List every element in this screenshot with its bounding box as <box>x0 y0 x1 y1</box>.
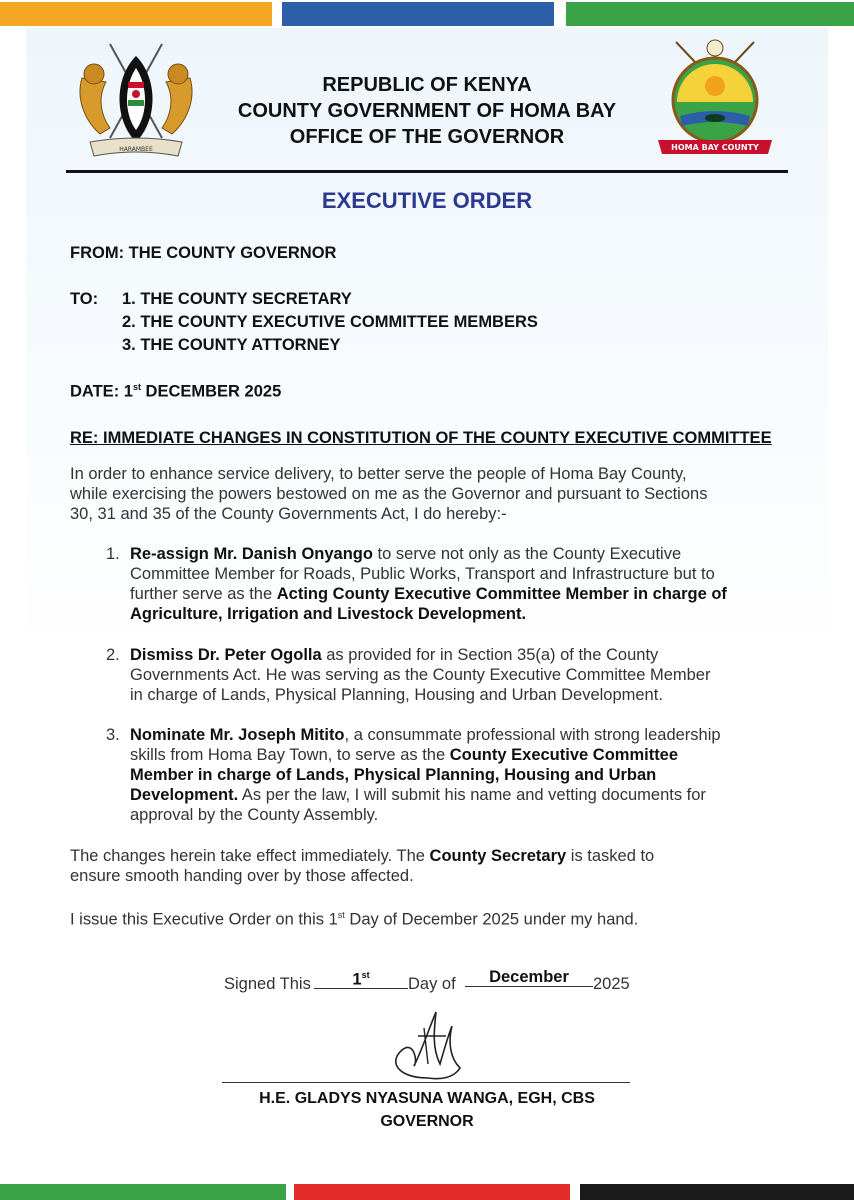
intro-line-3: 30, 31 and 35 of the County Governments Act, I do hereby:- <box>70 505 507 523</box>
letterhead-title <box>200 72 654 150</box>
top-bar-blue <box>282 2 554 26</box>
order-item-3-line-2-bold: County Executive Committee <box>449 746 679 764</box>
left-seal-motto: HARAMBEE <box>119 146 153 153</box>
order-item-3-line-3-bold: Member in charge of Lands, Physical Planning, Housing and Urban <box>130 766 657 784</box>
bottom-bar-red <box>294 1184 570 1200</box>
date-line <box>70 382 281 402</box>
signatory-title: GOVERNOR <box>380 1113 474 1130</box>
order-item-number: 3. <box>106 726 120 744</box>
signed-day-of: Day of <box>408 975 456 993</box>
intro-line-1: In order to enhance service delivery, to better serve the people of Homa Bay County, <box>70 465 687 483</box>
signatory-name: H.E. GLADYS NYASUNA WANGA, EGH, CBS <box>259 1090 595 1107</box>
to-item-1: 1. THE COUNTY SECRETARY <box>122 290 352 308</box>
date-sup: st <box>132 382 141 392</box>
order-item-3-line-2-pre: skills from Homa Bay Town, to serve as the <box>130 746 450 764</box>
signed-day-field <box>314 970 408 989</box>
signed-month-field: December <box>465 968 593 987</box>
intro-line-2: while exercising the powers bestowed on me as the Governor and pursuant to Sections <box>70 485 708 503</box>
order-item-text <box>130 725 786 825</box>
date-rest: DECEMBER 2025 <box>140 382 282 401</box>
issue-sup: st <box>337 910 345 920</box>
to-label: TO: <box>70 290 99 308</box>
to-item-2: 2. THE COUNTY EXECUTIVE COMMITTEE MEMBERS <box>122 313 538 331</box>
order-item-2-bold: Dismiss Dr. Peter Ogolla <box>130 646 322 664</box>
bottom-color-bar <box>0 1182 854 1200</box>
order-item-3-line-4-rest: As per the law, I will submit his name and vetting documents for <box>238 786 706 804</box>
top-bar-orange <box>0 2 272 26</box>
order-item-3-rest: , a consummate professional with strong leadership <box>344 726 721 744</box>
bottom-bar-black <box>580 1184 854 1200</box>
letterhead-line-republic: REPUBLIC OF KENYA <box>322 74 532 96</box>
signed-day: 1 <box>352 970 362 989</box>
document-title: EXECUTIVE ORDER <box>321 188 533 213</box>
order-item-number: 1. <box>106 545 120 563</box>
letterhead-line-county: COUNTY GOVERNMENT OF HOMA BAY <box>237 100 617 122</box>
order-item-1-rest: to serve not only as the County Executive <box>372 545 682 563</box>
signed-year: 2025 <box>593 975 630 993</box>
order-item-3-line-5: approval by the County Assembly. <box>130 806 379 824</box>
issue-post: Day of December 2025 under my hand. <box>344 910 639 929</box>
signed-label: Signed This <box>224 975 311 993</box>
effect-bold: County Secretary <box>429 847 567 865</box>
signed-day-sup: st <box>361 970 370 980</box>
order-item-1-line-3-bold: Acting County Executive Committee Member in charge of <box>276 585 727 603</box>
order-item-1-line-2: Committee Member for Roads, Public Works, Transport and Infrastructure but to <box>130 565 715 583</box>
top-bar-green <box>566 2 854 26</box>
right-seal-banner: HOMA BAY COUNTY <box>671 143 759 152</box>
homa-bay-county-seal-icon <box>652 30 778 156</box>
order-item-text <box>130 544 786 624</box>
header-divider <box>66 170 788 173</box>
order-item-3-line-4-bold: Development. <box>130 786 239 804</box>
signature-rule <box>222 1082 630 1083</box>
order-item-2-line-2: Governments Act. He was serving as the County Executive Committee Member <box>130 666 711 684</box>
issue-pre: I issue this Executive Order on this 1 <box>70 910 338 929</box>
order-item-text <box>130 645 786 705</box>
letterhead-line-office: OFFICE OF THE GOVERNOR <box>289 126 565 148</box>
top-color-bar <box>0 0 854 28</box>
order-item-1-bold: Re-assign Mr. Danish Onyango <box>130 545 373 563</box>
order-item-1-line-3-pre: further serve as the <box>130 585 277 603</box>
intro-paragraph <box>70 464 790 524</box>
order-item-2-line-3: in charge of Lands, Physical Planning, Housing and Urban Development. <box>130 686 663 704</box>
kenya-coat-of-arms-icon <box>70 38 202 162</box>
effect-post: is tasked to <box>566 847 655 865</box>
from-line: FROM: THE COUNTY GOVERNOR <box>70 244 337 262</box>
issue-paragraph <box>70 905 790 930</box>
order-item-2-rest: as provided for in Section 35(a) of the County <box>321 646 659 664</box>
to-item-3: 3. THE COUNTY ATTORNEY <box>122 336 341 354</box>
signature-icon <box>388 1006 468 1084</box>
date-label: DATE: 1 <box>70 382 133 401</box>
effect-line-2: ensure smooth handing over by those affected. <box>70 867 414 885</box>
subject-line: RE: IMMEDIATE CHANGES IN CONSTITUTION OF THE COUNTY EXECUTIVE COMMITTEE <box>70 429 772 447</box>
effect-paragraph <box>70 846 790 886</box>
order-item-3-bold: Nominate Mr. Joseph Mitito <box>130 726 345 744</box>
order-item-number: 2. <box>106 646 120 664</box>
bottom-bar-green <box>0 1184 286 1200</box>
effect-pre: The changes herein take effect immediately. The <box>70 847 430 865</box>
order-item-1-line-4-bold: Agriculture, Irrigation and Livestock Development. <box>130 605 527 623</box>
